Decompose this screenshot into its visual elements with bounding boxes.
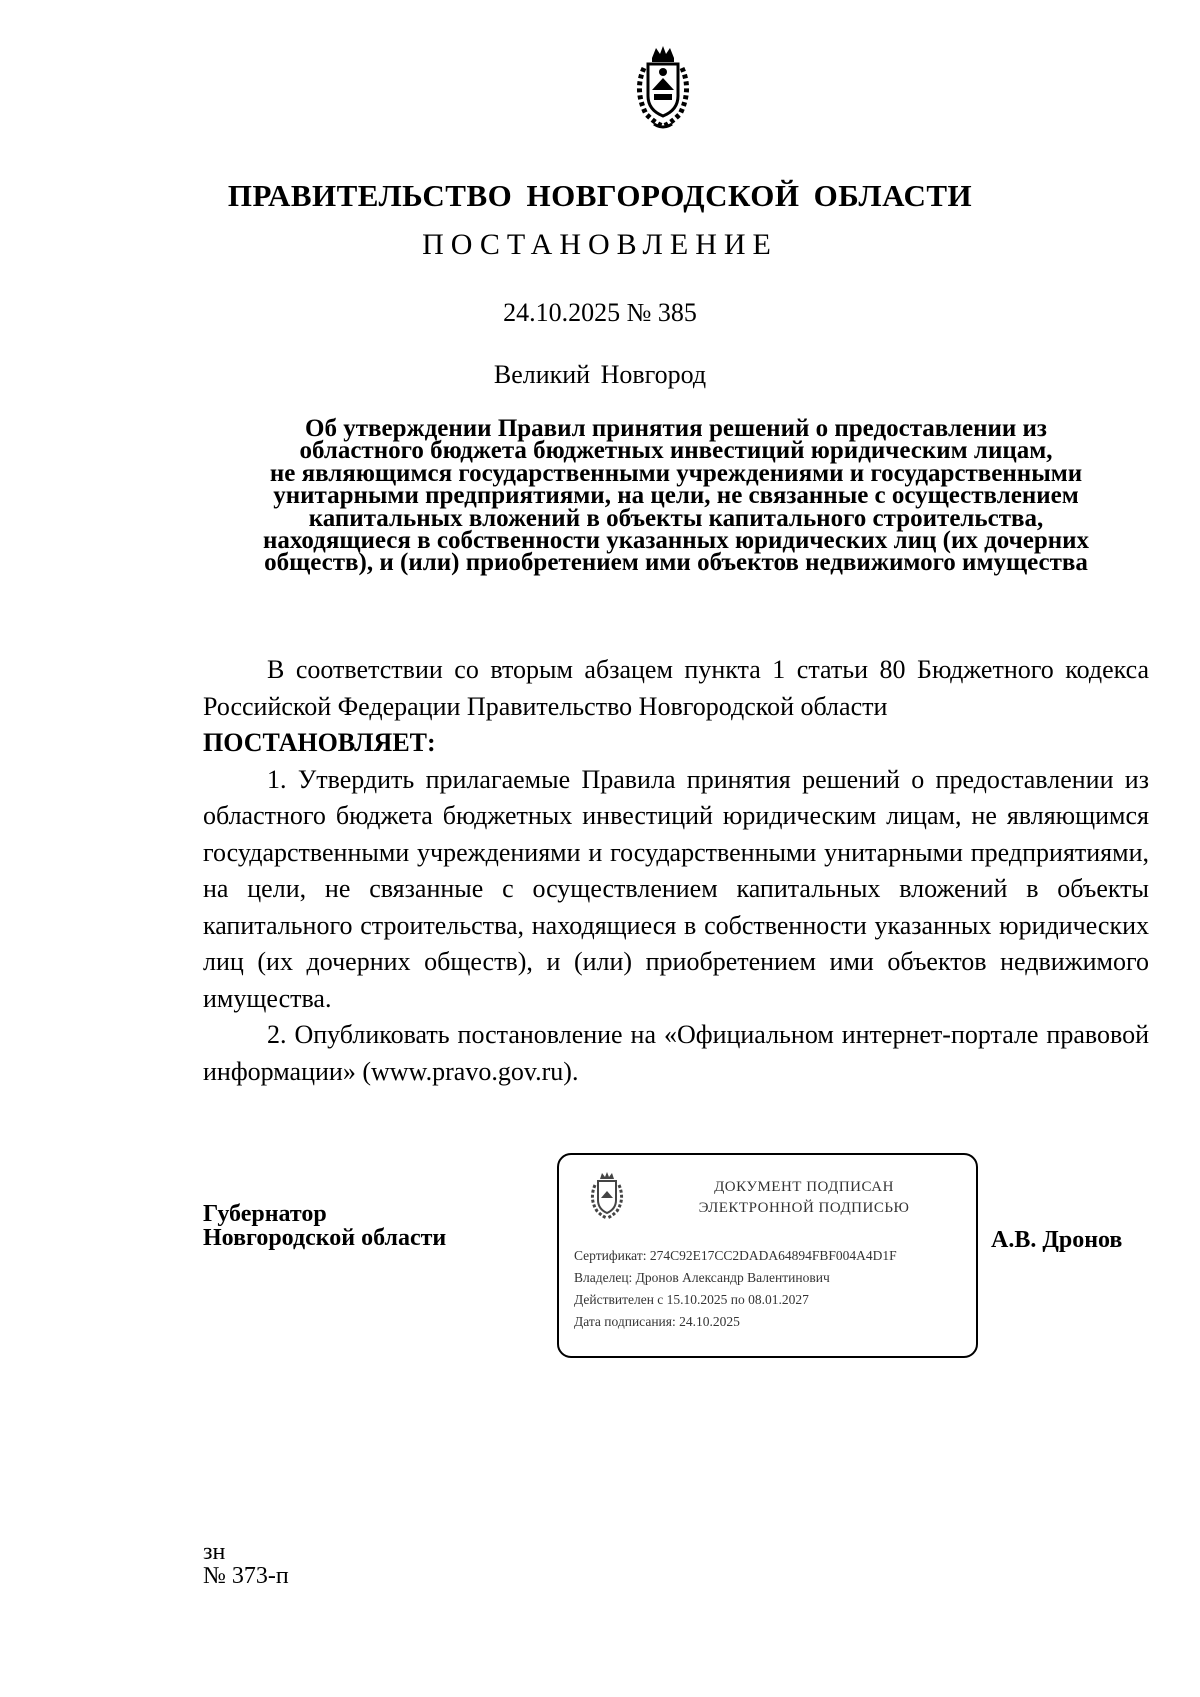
subject-line: областного бюджета бюджетных инвестиций юридическим лицам, [299,437,1053,465]
signatory-title [203,1202,446,1250]
signatory-title-line: Губернатор [203,1201,327,1227]
resolves-text: ПОСТАНОВЛЯЕТ: [203,728,436,757]
document-date-number: 24.10.2025 № 385 [503,298,697,327]
document-body [203,652,1149,1090]
stamp-signed-date: Дата подписания: 24.10.2025 [574,1314,740,1329]
subject-line: унитарными предприятиями, на цели, не связанные с осуществлением [273,482,1079,510]
footer-number: № 373-п [203,1563,289,1589]
stamp-heading-line: ЭЛЕКТРОННОЙ ПОДПИСЬЮ [698,1200,910,1216]
document-type: ПОСТАНОВЛЕНИЕ [422,228,778,261]
subject-line: не являющимся государственными учреждениями и государственными [269,459,1083,487]
signatory-name: А.В. Дронов [991,1227,1123,1253]
document-footer [203,1540,289,1588]
item-2-paragraph: 2. Опубликовать постановление на «Официальном интернет-портале правовой информации» (www.pravo.gov.ru). [203,1020,1149,1086]
electronic-signature-stamp [557,1153,978,1358]
government-title: ПРАВИТЕЛЬСТВО НОВГОРОДСКОЙ ОБЛАСТИ [227,178,973,213]
document-subject [196,415,1156,577]
subject-line: Об утверждении Правил принятия решений о предоставлении из [305,415,1047,442]
preamble-text: В соответствии со вторым абзацем пункта 1 статьи 80 Бюджетного кодекса Российской Федерации Правительство Новгородской области [203,655,1149,721]
signatory-title-line: Новгородской области [203,1225,447,1251]
subject-line: капитальных вложений в объекты капитального строительства, [308,504,1044,532]
stamp-validity: Действителен с 15.10.2025 по 08.01.2027 [574,1292,809,1307]
stamp-owner: Владелец: Дронов Александр Валентинович [574,1270,830,1285]
coat-of-arms-emblem [630,44,696,130]
footer-initials: зн [203,1539,226,1565]
item-1-paragraph: 1. Утвердить прилагаемые Правила принятия решений о предоставлении из областного бюджета бюджетных инвестиций юридическим лицам, не являющимся государственными учреждениями и государственными унитарными предприятиями, на цели, не связанные с осуществлением капитальных вложений в объекты капитального строительства, находящиеся в собственности указанных юридических лиц (их дочерних обществ), и (или) приобретением ими объектов недвижимого имущества. [203,764,1149,1013]
document-city: Великий Новгород [493,360,707,389]
stamp-heading [654,1177,954,1219]
stamp-details [574,1245,897,1333]
preamble-paragraph [203,652,1149,762]
subject-line: обществ), и (или) приобретением ими объектов недвижимого имущества [264,549,1088,577]
stamp-emblem-icon [587,1171,627,1221]
stamp-certificate: Сертификат: 274C92E17CC2DADA64894FBF004A4D1F [574,1248,897,1263]
stamp-heading-line: ДОКУМЕНТ ПОДПИСАН [714,1179,894,1195]
subject-line: находящиеся в собственности указанных юридических лиц (их дочерних [262,527,1090,555]
